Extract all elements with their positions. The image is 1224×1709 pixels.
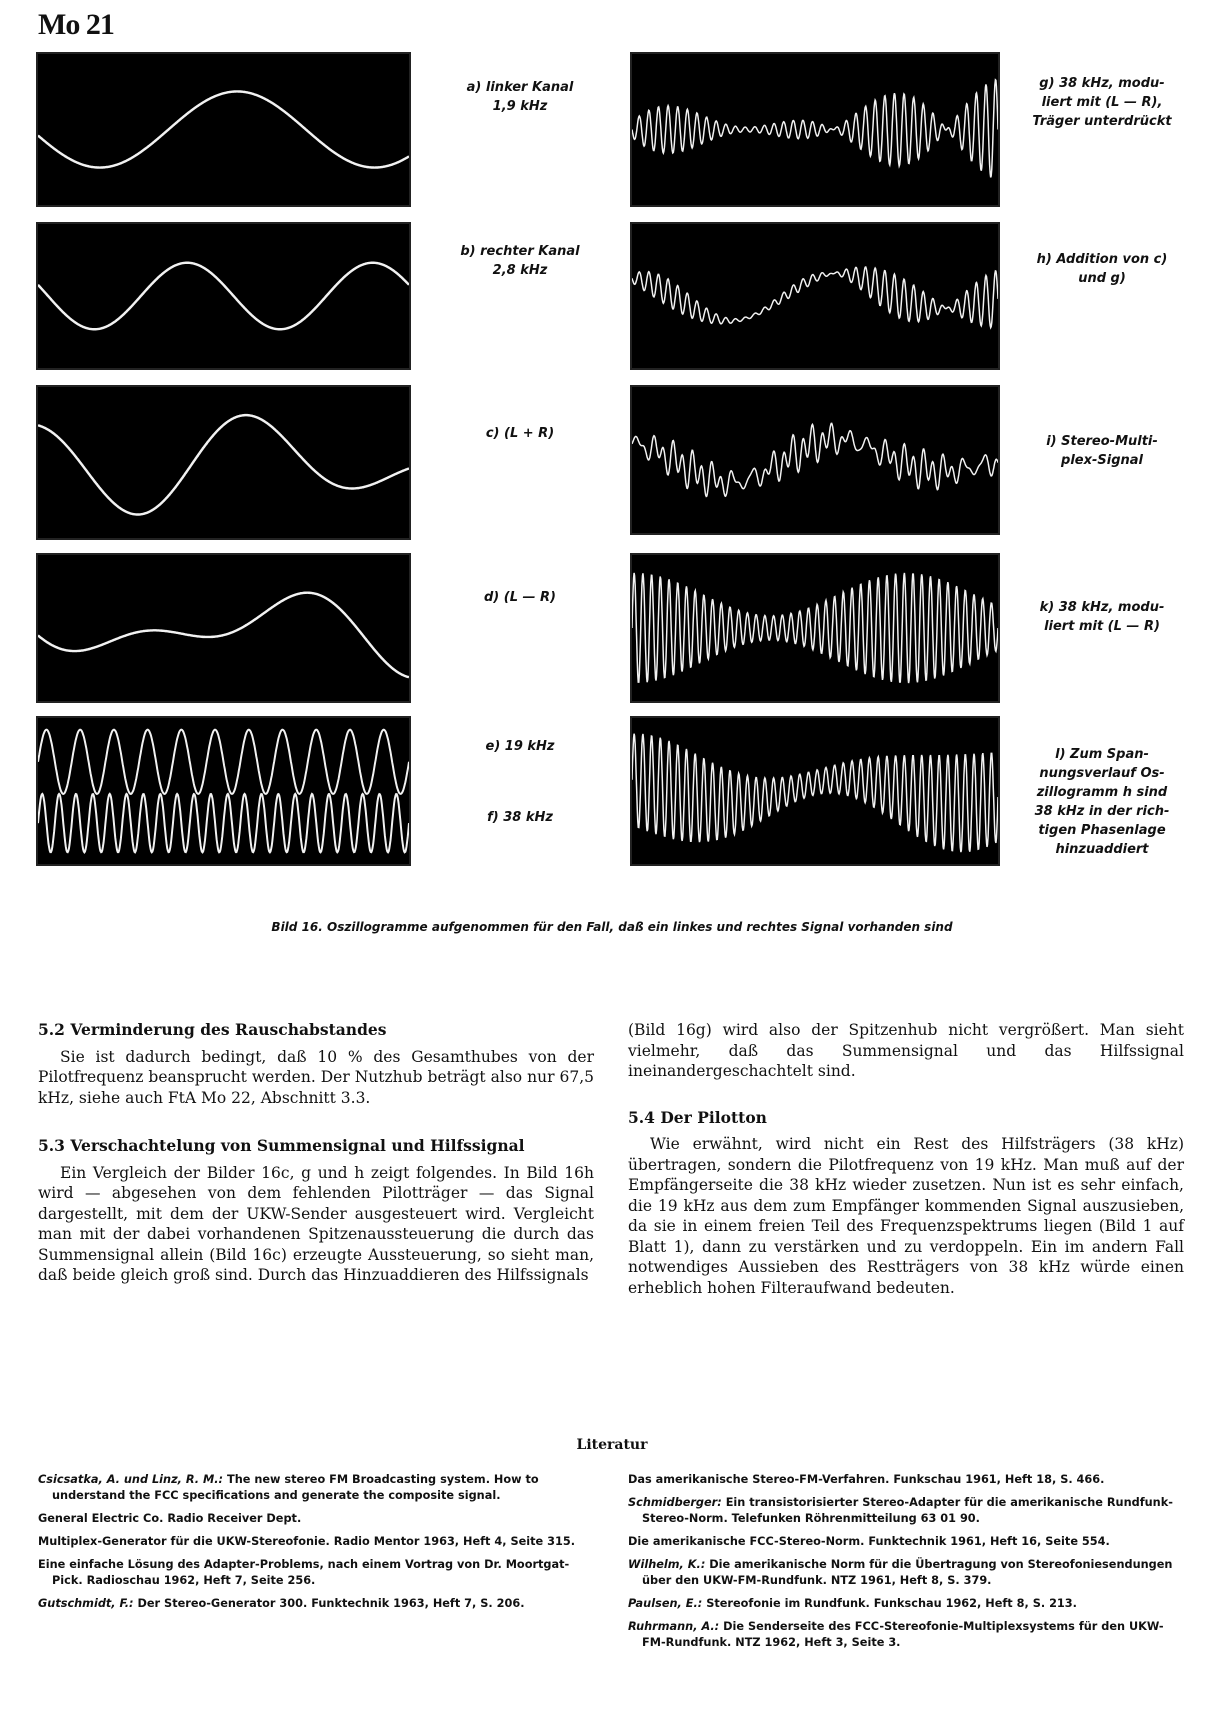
oscilloscope-trace — [632, 734, 998, 852]
section-heading-5-3: 5.3 Verschachtelung von Summensignal und Hilfssignal — [38, 1136, 525, 1155]
oscilloscope-trace — [38, 415, 409, 514]
reference-item: Ruhrmann, A.: Die Senderseite des FCC-Stereofonie-Multiplexsystems für den UKW-FM-Rundfunk. NTZ 1962, Heft 3, Seite 3. — [628, 1620, 1164, 1649]
page-mark: Mo 21 — [38, 8, 114, 41]
references-left — [38, 1472, 594, 1619]
reference-item: Paulsen, E.: Stereofonie im Rundfunk. Funkschau 1962, Heft 8, S. 213. — [628, 1597, 1077, 1610]
oscilloscope-trace — [632, 267, 998, 328]
caption-g: g) 38 kHz, modu- liert mit (L — R), Träger unterdrückt — [1032, 76, 1172, 129]
oscilloscope-trace — [632, 423, 998, 496]
caption-i: i) Stereo-Multi- plex-Signal — [1046, 434, 1158, 468]
oscilloscope-trace — [632, 573, 998, 683]
literature-title: Literatur — [576, 1437, 648, 1453]
oscillogram-l — [630, 716, 1000, 866]
oscillogram-g — [630, 52, 1000, 207]
reference-item: Csicsatka, A. und Linz, R. M.: The new stereo FM Broadcasting system. How to understand the FCC specifications and generate the composite signal. — [38, 1473, 539, 1502]
caption-f: f) 38 kHz — [487, 810, 553, 825]
paragraph-5-2: Sie ist dadurch bedingt, daß 10 % des Gesamthubes von der Pilotfrequenz beansprucht werden. Der Nutzhub beträgt also nur 67,5 kHz, siehe auch FtA Mo 22, Abschnitt 3.3. — [38, 1047, 594, 1107]
reference-item: Wilhelm, K.: Die amerikanische Norm für die Übertragung von Stereofoniesendungen über den UKW-FM-Rundfunk. NTZ 1961, Heft 8, S. 379. — [628, 1558, 1173, 1587]
oscilloscope-trace — [38, 730, 409, 794]
caption-h: h) Addition von c) und g) — [1036, 252, 1168, 286]
caption-d: d) (L — R) — [483, 590, 556, 605]
section-heading-5-2: 5.2 Verminderung des Rauschabstandes — [38, 1020, 387, 1039]
reference-item: Multiplex-Generator für die UKW-Stereofonie. Radio Mentor 1963, Heft 4, Seite 315. — [38, 1535, 576, 1548]
figure-caption: Bild 16. Oszillogramme aufgenommen für den Fall, daß ein linkes und rechtes Signal vorhanden sind — [271, 920, 953, 934]
caption-k: k) 38 kHz, modu- liert mit (L — R) — [1039, 600, 1165, 634]
oscillogram-a — [36, 52, 411, 207]
section-heading-5-4: 5.4 Der Pilotton — [628, 1107, 767, 1127]
paragraph-5-3: Ein Vergleich der Bilder 16c, g und h zeigt folgendes. In Bild 16h wird — abgesehen von dem fehlenden Pilotträger — das Signal dargestellt, mit dem der UKW-Sender ausgesteuert wird. Vergleicht man mit der dabei vorhandenen Spitzenaussteuerung die durch das Summensignal allein (Bild 16c) erzeugte Aussteuerung, so sieht man, daß beide gleich groß sind. Durch das Hinzuaddieren des Hilfssignals — [38, 1163, 594, 1284]
oscillogram-b — [36, 222, 411, 370]
oscilloscope-trace — [632, 80, 998, 178]
oscilloscope-trace — [38, 91, 409, 167]
reference-item: Eine einfache Lösung des Adapter-Problems, nach einem Vortrag von Dr. Moortgat-Pick. Radioschau 1962, Heft 7, Seite 256. — [38, 1558, 570, 1587]
caption-b: b) rechter Kanal 2,8 kHz — [460, 244, 580, 278]
oscillogram-i — [630, 385, 1000, 535]
paragraph-continued: (Bild 16g) wird also der Spitzenhub nicht vergrößert. Man sieht vielmehr, daß das Summensignal und das Hilfssignal ineinandergeschachtelt sind. — [628, 1021, 1184, 1080]
caption-c: c) (L + R) — [485, 426, 555, 441]
reference-item: General Electric Co. Radio Receiver Dept. — [38, 1512, 302, 1525]
references-right — [628, 1472, 1184, 1658]
oscillogram-c — [36, 385, 411, 540]
text-column-left — [38, 1020, 594, 1286]
paragraph-5-4: Wie erwähnt, wird nicht ein Rest des Hilfsträgers (38 kHz) übertragen, sondern die Pilotfrequenz von 19 kHz. Man muß auf der Empfängerseite die 38 kHz wieder zusetzen. Nun ist es sehr einfach, die 19 kHz aus dem zum Empfänger kommenden Signal auszusieben, da sie in einem freien Teil des Frequenzspektrums liegen (Bild 1 auf Blatt 1), dann zu verstärken und zu verdoppeln. Ein im andern Fall notwendiges Aussieben des Restträgers von 38 kHz würde einen erheblich hohen Filteraufwand bedeuten. — [628, 1135, 1184, 1297]
text-column-right — [628, 1020, 1184, 1298]
oscillogram-h — [630, 222, 1000, 370]
caption-a: a) linker Kanal 1,9 kHz — [466, 80, 574, 114]
reference-item: Das amerikanische Stereo-FM-Verfahren. Funkschau 1961, Heft 18, S. 466. — [628, 1473, 1105, 1486]
oscilloscope-trace — [38, 794, 409, 852]
oscilloscope-trace — [38, 593, 409, 678]
caption-e: e) 19 kHz — [485, 739, 555, 754]
reference-item: Die amerikanische FCC-Stereo-Norm. Funktechnik 1961, Heft 16, Seite 554. — [628, 1535, 1110, 1548]
caption-l: l) Zum Span- nungsverlauf Os- zillogramm h sind 38 kHz in der rich- tigen Phasenlage hinzuaddiert — [1034, 747, 1170, 857]
oscilloscope-trace — [38, 263, 409, 330]
oscillogram-d — [36, 553, 411, 703]
oscillogram-ef — [36, 716, 411, 866]
reference-item: Gutschmidt, F.: Der Stereo-Generator 300. Funktechnik 1963, Heft 7, S. 206. — [38, 1597, 525, 1610]
reference-item: Schmidberger: Ein transistorisierter Stereo-Adapter für die amerikanische Rundfunk-Stereo-Norm. Telefunken Röhrenmitteilung 63 01 90. — [628, 1496, 1173, 1525]
oscillogram-k — [630, 553, 1000, 703]
